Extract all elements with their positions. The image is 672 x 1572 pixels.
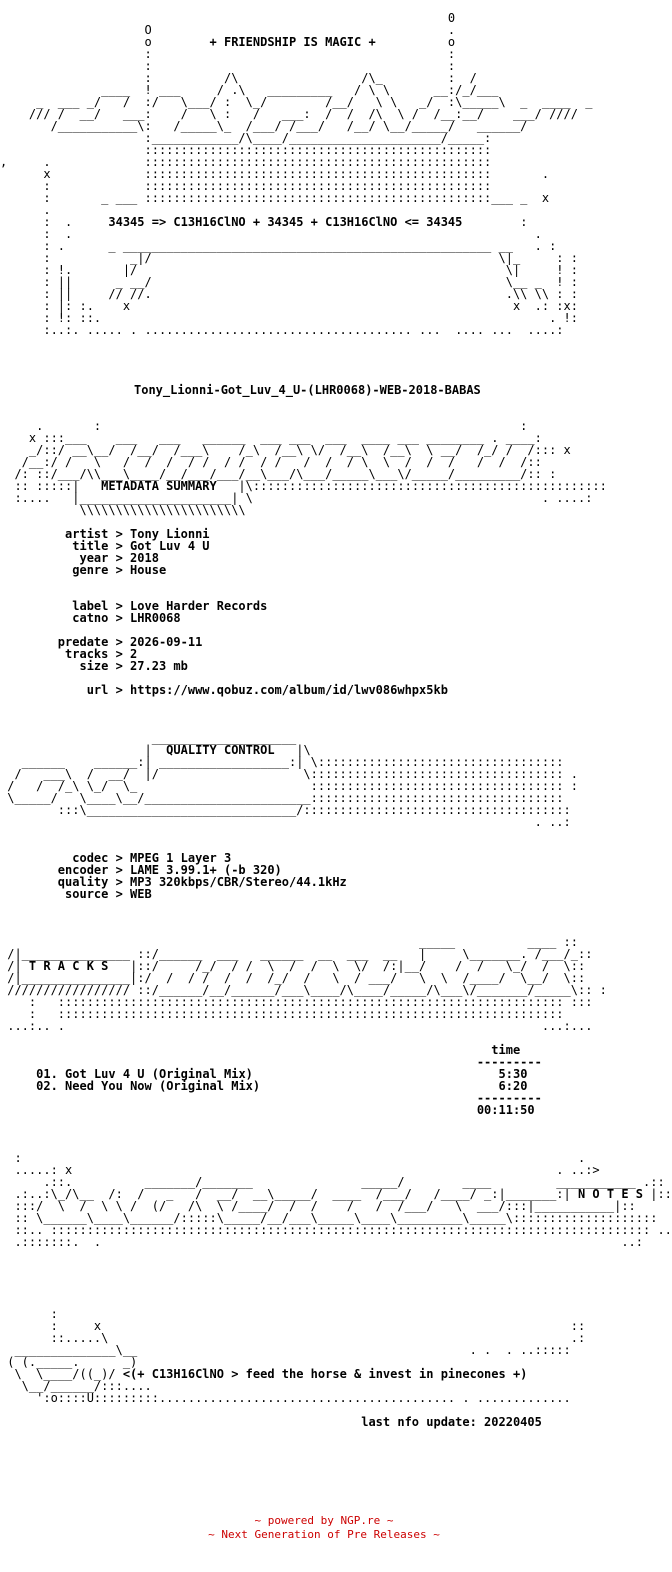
powered-by-line — [0, 1514, 648, 1528]
meta-year-value: 2018 — [130, 551, 159, 565]
meta-tracks-row: tracks > 2 — [0, 647, 138, 661]
quality-source-row: source > WEB — [0, 887, 152, 901]
release-name: Tony_Lionni-Got_Luv_4_U-(LHR0068)-WEB-2018-BABAS — [134, 383, 481, 397]
meta-predate-row: predate > 2026-09-11 — [0, 635, 203, 649]
meta-title-row: title > Got Luv 4 U — [0, 539, 210, 553]
meta-title-value: Got Luv 4 U — [130, 539, 210, 553]
meta-catno-value: LHR0068 — [130, 611, 181, 625]
powered-by-prefix: ~ powered by — [254, 1514, 341, 1527]
track-2-title: Need You Now (Original Mix) — [65, 1079, 261, 1093]
quality-source-value: WEB — [130, 887, 152, 901]
notes-title: N O T E S — [577, 1187, 643, 1201]
quality-codec-value: MPEG 1 Layer 3 — [130, 851, 232, 865]
track-2-num: 02. — [36, 1079, 58, 1093]
powered-by-footer — [0, 1514, 648, 1542]
ngp-tagline: ~ Next Generation of Pre Releases ~ — [208, 1528, 440, 1541]
track-total-row: --------- 00:11:50 — [476, 1091, 542, 1117]
footer-ascii-art: : : x :: ::.....\ .: ______________\__ . . . ..::::: ( (._____. _) \ \____/((_)/ <(+ C13H16ClNO > feed the horse & invest in pinecones +) \__/______/:::.... ':o::::U:::::::::......................................... . ............. — [7, 1307, 586, 1405]
powered-by-suffix: ~ — [380, 1514, 394, 1527]
track-1-num: 01. — [36, 1067, 58, 1081]
track-2-time: 6:20 — [498, 1079, 528, 1093]
top-castle-ascii-art: 0 O . o + FRIENDSHIP IS MAGIC + o : : : : : /\ /\_ : / ____ ! ___ / .\ _________ / \ \ __:/_/___ _ ___ _/ / :/ \___/ : \_/ /__/ \ \ _/ :\_____\ _ ____ _ /// / __/ ___: / \ : / ___: / / /\ \ / /__:__/ ___/ //// /___________\: /_____\_ /___/ /___/ /__/ \__/_____/ ______/ :____________/\____/_____________________/_____: :::::::::::::::::::::::::::::::::::::::::::::::: , . :::::::::::::::::::::::::::::::::::::::::::::::: x :::::::::::::::::::::::::::::::::::::::::::::::: . : :::::::::::::::::::::::::::::::::::::::::::::::: : _ ___ ::::::::::::::::::::::::::::::::::::::::::::::::___ _ x . : . 34345 => C13H16ClNO + 34345 + C13H16ClNO <= 34345 : : . . : . _ ___________________________________________________ __ . : : _|/ \|_ : : : !. |/ \| ! : : || _ __/ \__ _ ! : : || // //. .\\ \\ : : : |: :. x x .: :x: : !: ::. . !: :..:. ..... . ..................................... ... .... ... ....: — [0, 11, 593, 337]
formula-line: 34345 => C13H16ClNO + 34345 + C13H16ClNO <= 34345 — [108, 215, 463, 229]
quality-encoder-value: LAME 3.99.1+ (-b 320) — [130, 863, 282, 877]
last-update: last nfo update: 20220405 — [361, 1415, 542, 1429]
meta-label-value: Love Harder Records — [130, 599, 268, 613]
metadata-title: METADATA SUMMARY — [101, 479, 217, 493]
meta-size-row: size > 27.23 mb — [0, 659, 188, 673]
meta-size-value: 27.23 mb — [130, 659, 188, 673]
meta-catno-row: catno > LHR0068 — [0, 611, 181, 625]
tracks-header-ascii-art: _____ ____ :: /|_______________ ::/______ ___ ______ __ ___ __ | \_______. /___/_:: /| T R A C K S |::/ /_/ / / \ / / \ \/ /:|__/ / / \_/ / \:: /|_______________|:/ / / / / / /_/ / \ / ___/ \ \ /____/ \__/ \:: ///////////////// ::/______/__/______/___\____/\____/_____/\___\/_______/_____\:: : : :::::::::::::::::::::::::::::::::::::::::::::::::::::::::::::::::::::: ::: : :::::::::::::::::::::::::::::::::::::::::::::::::::::::::::::::::::::: ...:.. . ...:... — [7, 935, 607, 1033]
quality-codec-row: codec > MPEG 1 Layer 3 — [0, 851, 232, 865]
meta-url-row: url > https://www.qobuz.com/album/id/lwv086whpx5kb — [0, 683, 448, 697]
quality-quality-value: MP3 320kbps/CBR/Stereo/44.1kHz — [130, 875, 347, 889]
meta-genre-value: House — [130, 563, 167, 577]
meta-year-row: year > 2018 — [0, 551, 159, 565]
track-time-header: time — [491, 1043, 521, 1057]
track-time-header-row: time --------- — [476, 1043, 542, 1069]
notes-header-ascii-art: : . .....: x . ..:> .::. _______/_______ _____/ ____ ___________ .:: .:..:\_/\__ /: / _ / __/ __\_____/ ____ /___/ /____/ _:|_______:| N O T E S |:: :::/ \ / \ \ / (/ /\ \ /____/ / / / / /___/ \ ___/:::|___________|:: :: \______\____\______/:::::\_____/__/___\_____\____\_________\_____\:::::::::::::::::::: ::.. ::::::::::::::::::::::::::::::::::::::::::::::::::::::::::::::::::::::::::::::::::: .. .:::::::. . ..: — [14, 1151, 672, 1249]
banner-tagline: + FRIENDSHIP IS MAGIC + — [209, 35, 376, 49]
track-1-time: 5:30 — [498, 1067, 528, 1081]
metadata-header-ascii-art: . : : x :::___ ___ ___ ______ ___ ___ ___ ____ ___ ________ . ____: _/::/ __\__/ /__/ /___\ /_\ /__\ \/ /__\ /__\ \ __/ /_/ / /::: x /__:/ / \ / / / / / / / / / / / / \ \ / / / / / /:: /: ::/___/\\___\____/__/___/___/__\___/\___/_____\___\/_____/_________/:: : :: :::::| METADATA SUMMARY |\::::::::::::::::::::::::::::::::::::::::::::::::: :.... |_____________________| \ . ....: \\\\\\\\\\\\\\\\\\\\\\\ — [14, 419, 607, 517]
quality-encoder-row: encoder > LAME 3.99.1+ (-b 320) — [0, 863, 282, 877]
track-1-title: Got Luv 4 U (Original Mix) — [65, 1067, 253, 1081]
ngp-link[interactable]: NGP.re — [340, 1514, 381, 1527]
quality-title: QUALITY CONTROL — [166, 743, 275, 757]
meta-label-row: label > Love Harder Records — [0, 599, 268, 613]
meta-url-link[interactable]: https://www.qobuz.com/album/id/lwv086whpx5kb — [130, 683, 448, 697]
quality-quality-row: quality > MP3 320kbps/CBR/Stereo/44.1kHz — [0, 875, 347, 889]
meta-genre-row: genre > House — [0, 563, 167, 577]
meta-artist-value: Tony Lionni — [130, 527, 210, 541]
meta-predate-value: 2026-09-11 — [130, 635, 203, 649]
tracks-title: T R A C K S — [28, 959, 109, 973]
footer-line: <(+ C13H16ClNO > feed the horse & invest in pinecones +) — [122, 1367, 528, 1381]
last-update-row — [0, 1415, 542, 1429]
track-total-time: 00:11:50 — [476, 1103, 535, 1117]
quality-header-ascii-art: ____________________ | QUALITY CONTROL |\ ______ ______:| __________________:| \:::::::::::::::::::::::::::::::::: / ___\ / __/ |/ \::::::::::::::::::::::::::::::::::: . / / /_\ \_/ \_ ::::::::::::::::::::::::::::::::::: : \_____/ \____\__/_______________________::::::::::::::::::::::::::::::::::: :::\_____________________________/::::::::::::::::::::::::::::::::::::: . ..: — [7, 731, 578, 829]
meta-artist-row: artist > Tony Lionni — [0, 527, 210, 541]
meta-tracks-value: 2 — [130, 647, 138, 661]
